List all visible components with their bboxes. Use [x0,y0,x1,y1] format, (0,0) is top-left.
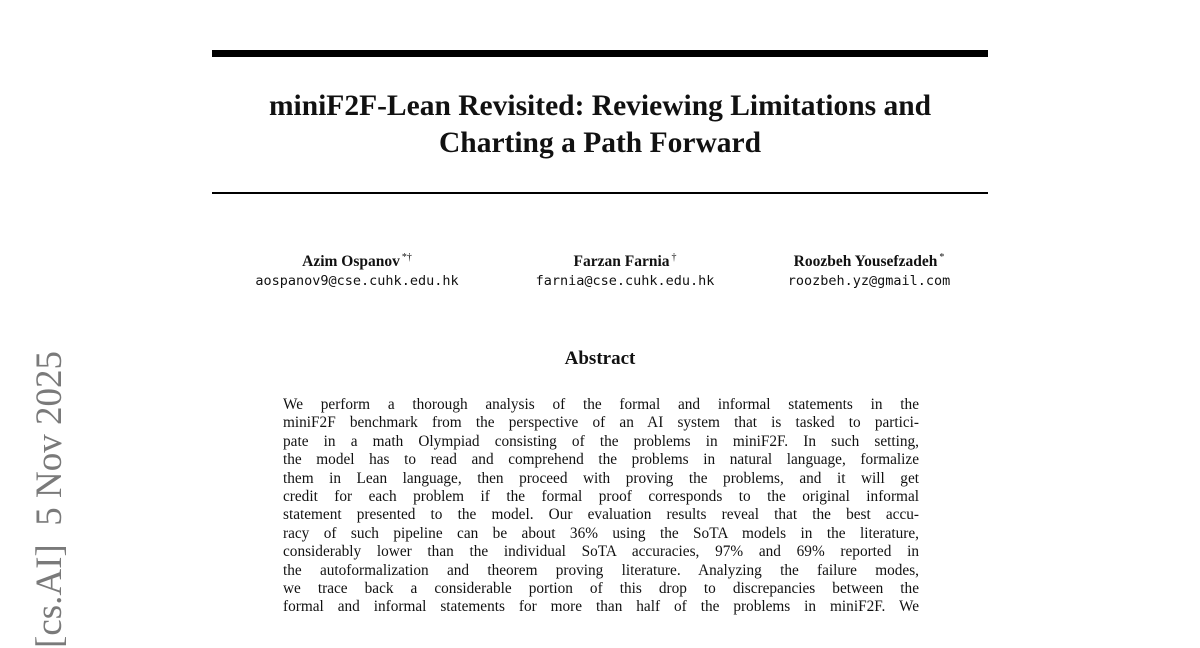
abstract-line: them in Lean language, then proceed with proving the problems, and it will get [283,469,919,487]
author-name: Farzan Farnia † [573,252,677,270]
abstract-line: considerably lower than the individual SoTA accuracies, 97% and 69% reported in [283,543,919,561]
author-name: Roozbeh Yousefzadeh * [793,252,945,270]
title-bottom-rule [212,192,988,194]
abstract-line: the model has to read and comprehend the problems in natural language, formalize [283,451,919,469]
abstract-line: statement presented to the model. Our evaluation results reveal that the best accu- [283,506,919,524]
author-email[interactable]: roozbeh.yz@gmail.com [787,273,951,289]
abstract-heading: Abstract [564,348,636,369]
author-affiliation-mark: *† [401,252,412,263]
abstract-line: credit for each problem if the formal proof corresponds to the original informal [283,488,919,506]
author-name: Azim Ospanov *† [302,252,412,270]
author-email[interactable]: aospanov9@cse.cuhk.edu.hk [255,273,459,289]
author-block [222,248,492,291]
arxiv-side-stamp: [cs.AI] 5 Nov 2025 [29,351,70,648]
abstract-line: the autoformalization and theorem proving literature. Analyzing the failure modes, [283,561,919,579]
author-affiliation-mark: † [671,252,677,263]
abstract-line: miniF2F benchmark from the perspective of an AI system that is tasked to partici- [283,414,919,432]
author-email[interactable]: farnia@cse.cuhk.edu.hk [535,273,715,289]
author-affiliation-mark: * [939,252,945,263]
author-block [505,248,745,291]
abstract-body [283,396,919,617]
author-block [758,248,980,291]
abstract-line: We perform a thorough analysis of the formal and informal statements in the [283,396,919,413]
title-top-rule [212,50,988,57]
paper-title: miniF2F-Lean Revisited: Reviewing Limitations and Charting a Path Forward [268,90,932,159]
abstract-line: pate in a math Olympiad consisting of the problems in miniF2F. In such setting, [283,432,919,450]
abstract-line: we trace back a considerable portion of this drop to discrepancies between the [283,580,919,598]
abstract-line: formal and informal statements for more than half of the problems in miniF2F. We [283,598,919,616]
abstract-line: racy of such pipeline can be about 36% using the SoTA models in the literature, [283,524,919,542]
